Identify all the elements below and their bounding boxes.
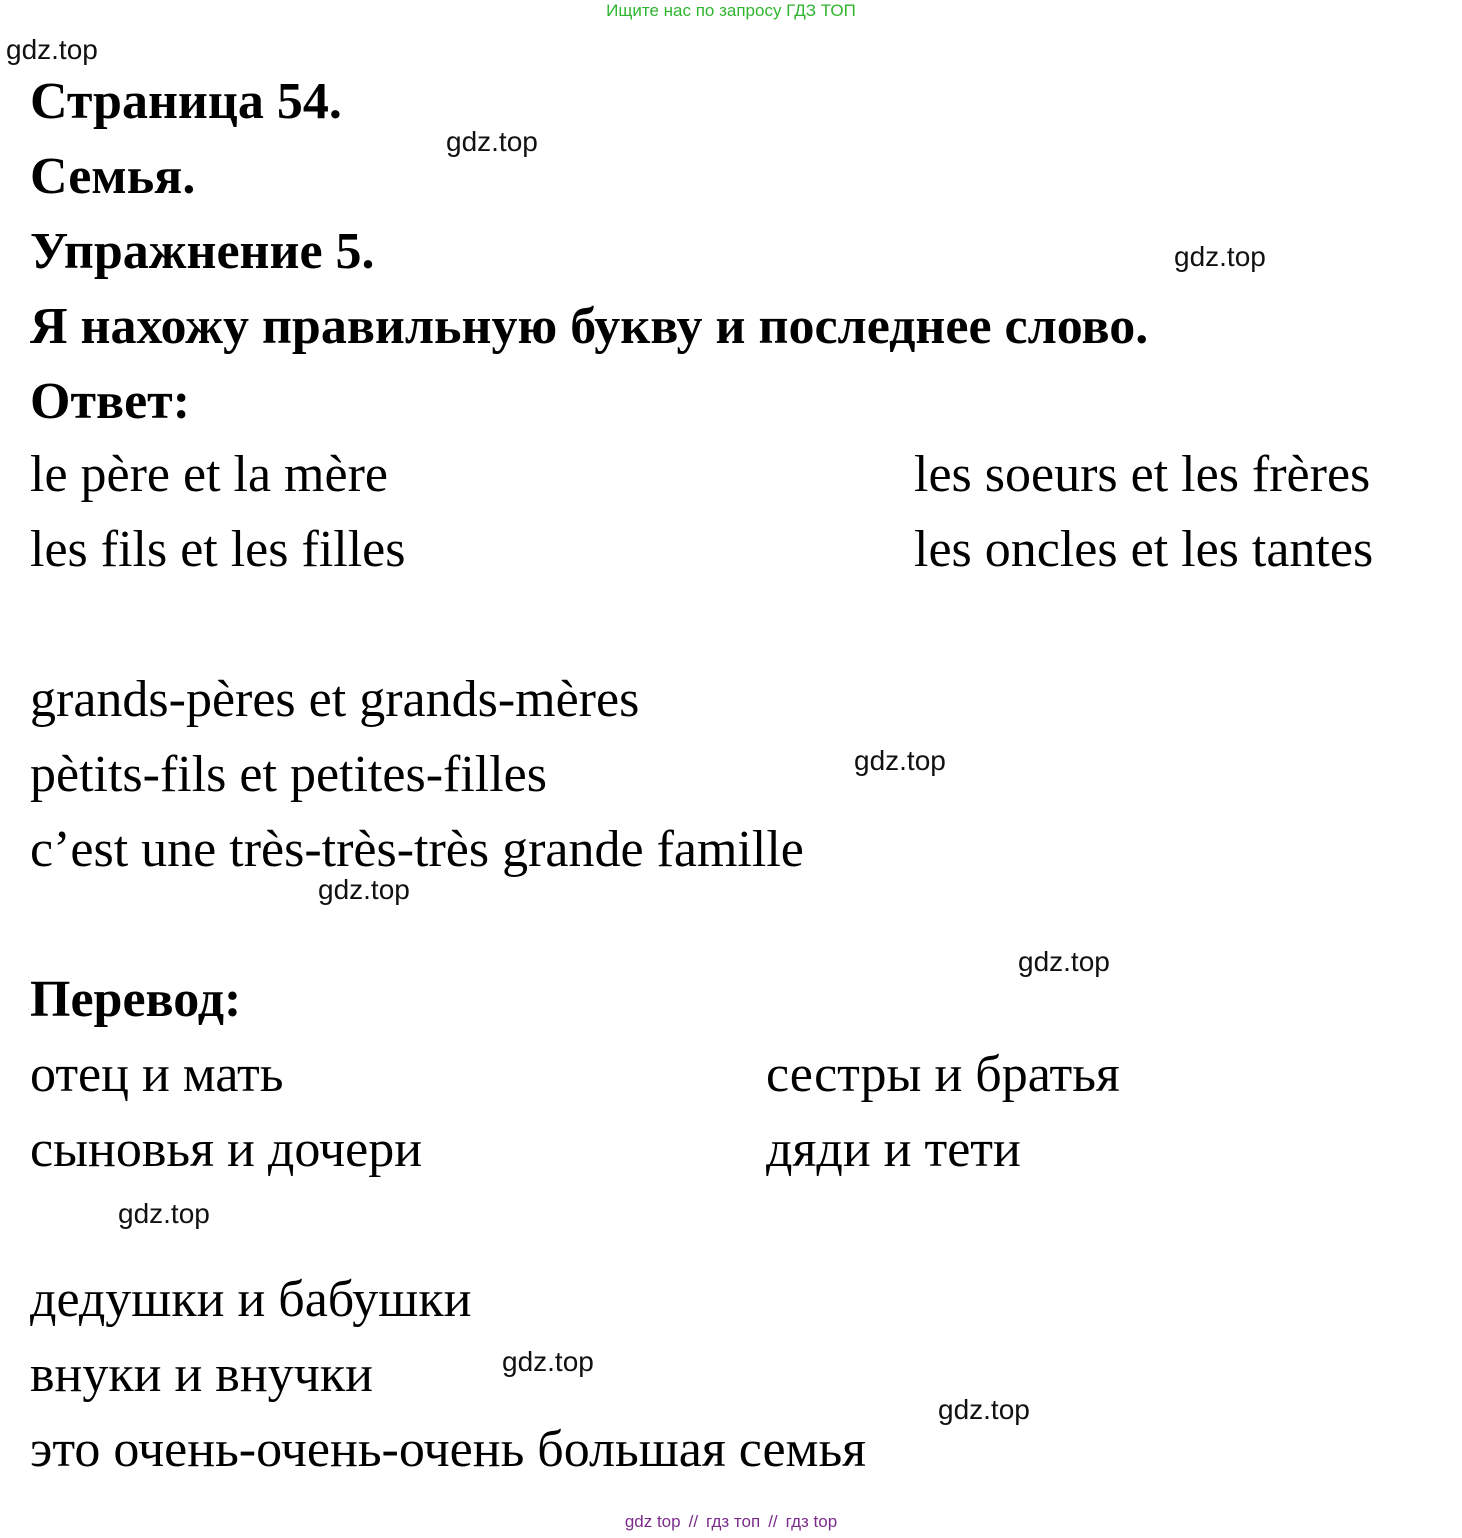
translation-line-1: дедушки и бабушки — [30, 1271, 472, 1328]
translation-line-3: это очень-очень-очень большая семья — [30, 1421, 867, 1478]
watermark: gdz.top — [502, 1346, 594, 1377]
footer-links — [0, 1512, 1462, 1532]
translation-pair-left-1: отец и мать — [30, 1046, 284, 1103]
page-number-heading: Страница 54. — [30, 73, 342, 130]
answer-pair-left-1: le père et la mère — [30, 446, 388, 503]
footer-separator: // — [768, 1512, 778, 1531]
answer-pair-right-2: les oncles et les tantes — [914, 521, 1374, 578]
answer-line-2: pètits-fils et petites-filles — [30, 746, 547, 803]
watermark: gdz.top — [1018, 946, 1110, 977]
watermark: gdz.top — [6, 34, 98, 65]
watermark: gdz.top — [938, 1394, 1030, 1425]
answer-line-1: grands-pères et grands-mères — [30, 671, 640, 728]
watermark: gdz.top — [446, 126, 538, 157]
footer-item[interactable]: гдз top — [785, 1512, 838, 1531]
watermark: gdz.top — [118, 1198, 210, 1229]
exercise-heading: Упражнение 5. — [30, 223, 375, 280]
footer-item[interactable]: гдз топ — [706, 1512, 761, 1531]
top-search-banner: Ищите нас по запросу ГДЗ ТОП — [606, 1, 856, 20]
topic-heading: Семья. — [30, 148, 196, 205]
footer-separator: // — [688, 1512, 699, 1531]
translation-line-2: внуки и внучки — [30, 1346, 373, 1403]
translation-label: Перевод: — [30, 971, 242, 1028]
answer-line-3: c’est une très-très-très grande famille — [30, 821, 804, 878]
translation-pair-left-2: сыновья и дочери — [30, 1121, 423, 1178]
watermark: gdz.top — [854, 745, 946, 776]
answer-pair-right-1: les soeurs et les frères — [914, 446, 1371, 503]
translation-pair-right-2: дяди и тети — [766, 1121, 1021, 1178]
watermark: gdz.top — [1174, 241, 1266, 272]
answer-label: Ответ: — [30, 373, 191, 430]
footer-item[interactable]: gdz top — [624, 1512, 681, 1531]
watermark: gdz.top — [318, 874, 410, 905]
task-heading: Я нахожу правильную букву и последнее слово. — [30, 298, 1149, 355]
answer-pair-left-2: les fils et les filles — [30, 521, 406, 578]
translation-pair-right-1: сестры и братья — [766, 1046, 1120, 1103]
